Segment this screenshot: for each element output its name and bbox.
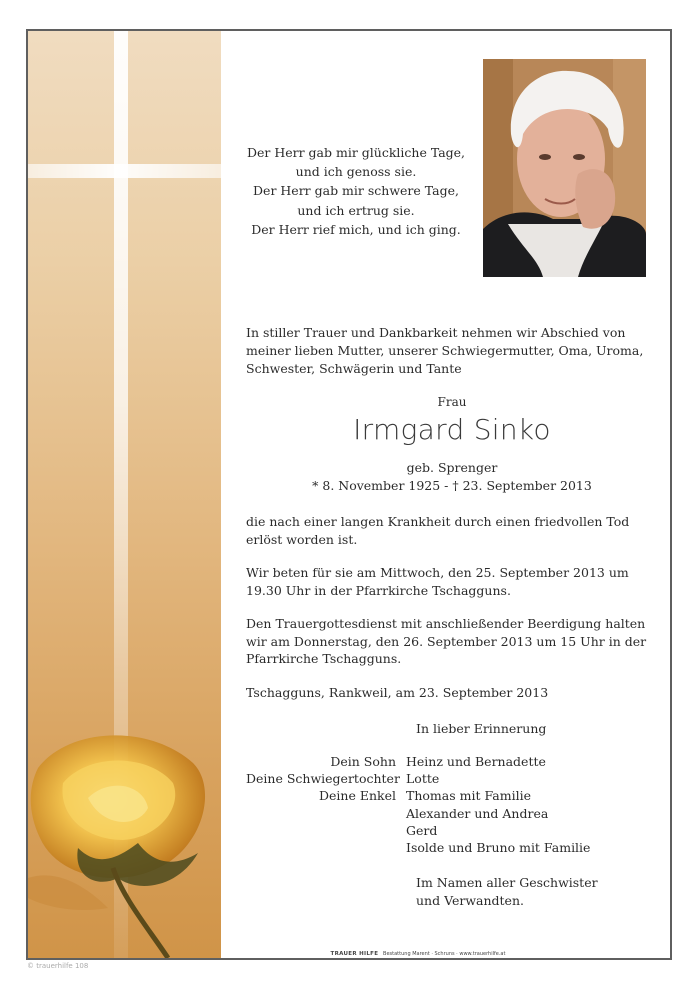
survivor-names: Thomas mit Familie [406,788,531,804]
closing-line: In lieber Erinnerung [416,721,547,736]
survivor-names: Heinz und Bernadette [406,754,546,769]
poem-line: und ich genoss sie. [295,164,417,180]
place-date: Tschagguns, Rankweil, am 23. September 2013 [246,685,549,700]
survivor-row [246,805,646,822]
survivor-row [246,822,646,839]
survivor-row [246,753,646,770]
survivors-list [246,753,646,856]
salutation: Frau [437,395,467,409]
survivor-relation [246,805,406,822]
final-line: und Verwandten. [416,892,524,908]
death-text: die nach einer langen Krankheit durch einen friedvollen Tod erlöst worden ist. [246,514,630,547]
obituary-card [26,29,672,960]
poem-line: Der Herr rief mich, und ich ging. [251,221,461,237]
survivor-row [246,787,646,804]
decorative-panel [28,31,221,958]
final-line: Im Namen aller Geschwister [416,875,598,890]
survivor-names: Alexander und Andrea [406,805,549,821]
poem-line: Der Herr gab mir schwere Tage, [253,183,459,199]
survivor-names: Isolde und Bruno mit Familie [406,840,591,856]
life-dates: * 8. November 1925 - † 23. September 2013 [312,478,592,493]
footer-info: Bestattung Marent · Schruns · www.trauerhilfe.at [383,951,506,957]
cross-horizontal-beam [28,164,221,178]
survivor-names: Gerd [406,822,438,838]
maiden-name: geb. Sprenger [406,460,498,475]
survivor-relation: Deine Enkel [319,788,396,804]
survivor-row [246,839,646,856]
copyright-text: © trauerhilfe 108 [27,962,89,970]
survivor-relation: Deine Schwiegertochter [246,771,400,787]
survivor-relation: Dein Sohn [330,754,396,769]
intro-text: In stiller Trauer und Dankbarkeit nehmen wir Abschied von meiner lieben Mutter, unserer Schwiegermutter, Oma, Uroma, Schwester, Schwägerin und Tante [246,325,644,376]
survivor-relation [246,839,406,856]
poem [246,143,466,239]
prayer-text: Wir beten für sie am Mittwoch, den 25. September 2013 um 19.30 Uhr in der Pfarrkirche Tschagguns. [246,565,629,598]
final-signature [416,874,598,909]
poem-line: Der Herr gab mir glückliche Tage, [246,145,466,160]
poem-line: und ich ertrug sie. [297,202,415,218]
funeral-text: Den Trauergottesdienst mit anschließender Beerdigung halten wir am Donnerstag, den 26. September 2013 um 15 Uhr in der Pfarrkirche Tschagguns. [246,616,647,666]
rose-image [28,728,221,958]
footer-brand: TRAUER HILFE [330,951,379,957]
survivor-row [246,770,646,787]
portrait-photo [483,59,646,277]
survivor-relation [246,822,406,839]
deceased-name: Irmgard Sinko [353,413,551,446]
portrait-illustration [483,59,646,277]
footer [268,951,568,957]
survivor-names: Lotte [406,771,440,787]
